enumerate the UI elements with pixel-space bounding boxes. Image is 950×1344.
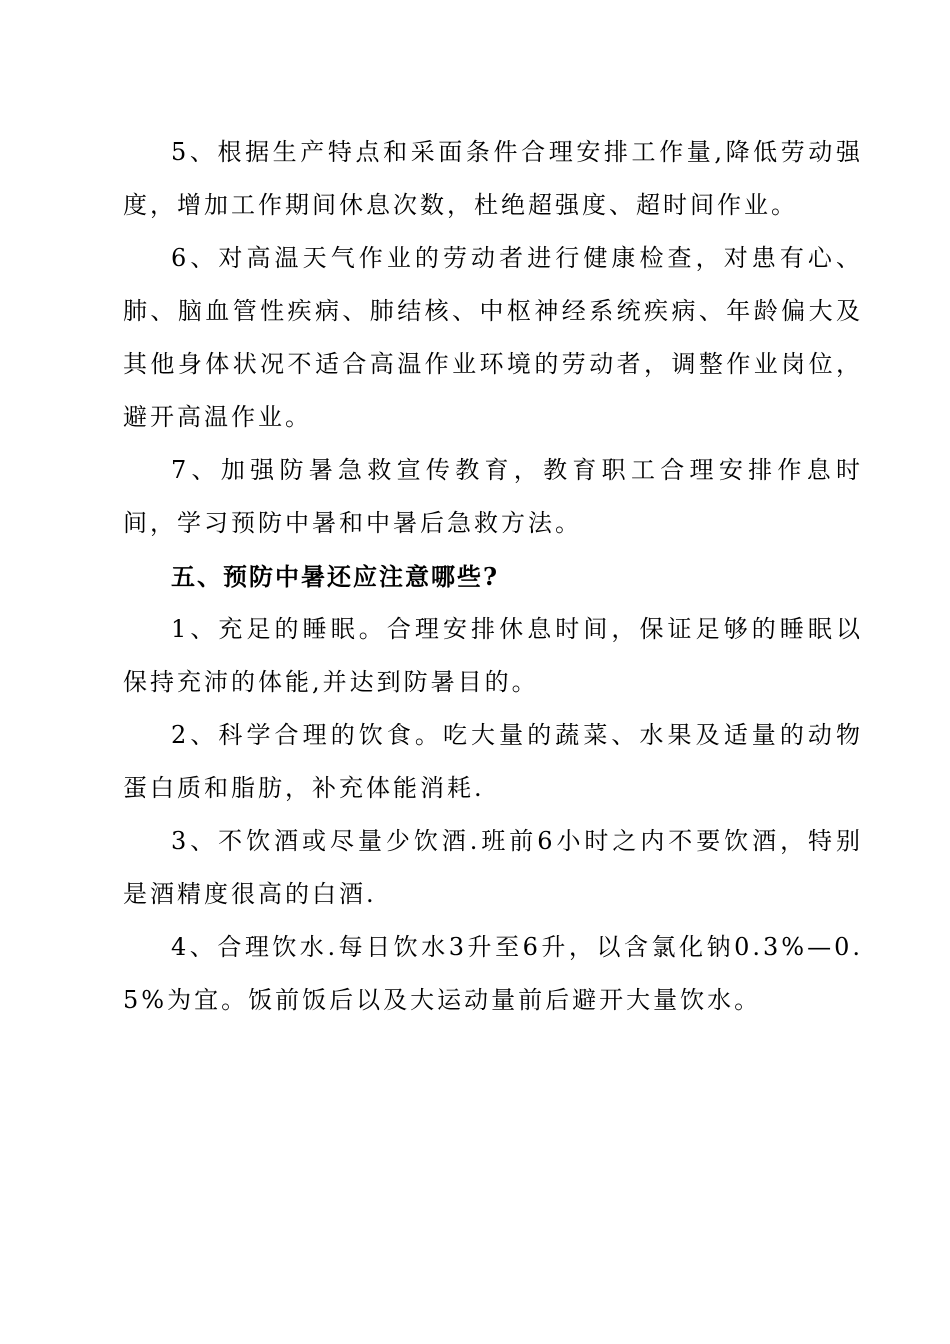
paragraph-item-5: 5、根据生产特点和采面条件合理安排工作量,降低劳动强度，增加工作期间休息次数，杜绝超强度、超时间作业。 — [123, 138, 863, 219]
document-body — [123, 126, 863, 1027]
section-heading: 五、预防中暑还应注意哪些? — [171, 562, 500, 591]
paragraph-tip-4: 4、合理饮水.每日饮水3升至6升，以含氯化钠0.3%—0.5%为宜。饭前饭后以及大运动量前后避开大量饮水。 — [123, 933, 863, 1014]
paragraph-item-6: 6、对高温天气作业的劳动者进行健康检查，对患有心、肺、脑血管性疾病、肺结核、中枢神经系统疾病、年龄偏大及其他身体状况不适合高温作业环境的劳动者，调整作业岗位，避开高温作业。 — [123, 244, 863, 431]
paragraph-tip-2: 2、科学合理的饮食。吃大量的蔬菜、水果及适量的动物蛋白质和脂肪，补充体能消耗. — [123, 721, 863, 802]
paragraph-item-7: 7、加强防暑急救宣传教育，教育职工合理安排作息时间，学习预防中暑和中暑后急救方法。 — [123, 456, 863, 537]
paragraph-tip-3: 3、不饮酒或尽量少饮酒.班前6小时之内不要饮酒，特别是酒精度很高的白酒. — [123, 827, 863, 908]
paragraph-tip-1: 1、充足的睡眠。合理安排休息时间，保证足够的睡眠以保持充沛的体能,并达到防暑目的。 — [123, 615, 863, 696]
